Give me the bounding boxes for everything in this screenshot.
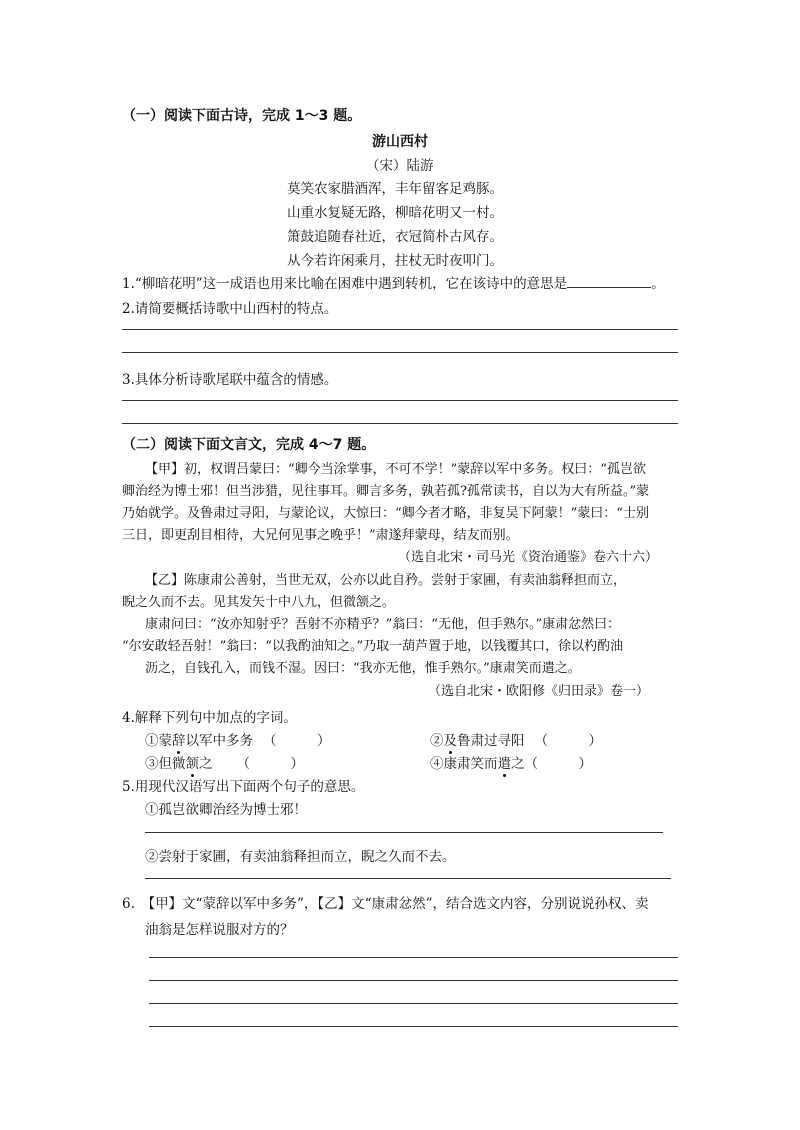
q4-item-post: 之 (199, 756, 213, 772)
dotted-word: 颔 (185, 756, 199, 772)
q4-item-pre: 康肃笑而 (443, 756, 498, 772)
dotted-word: 辞 (172, 733, 186, 749)
answer-paren[interactable]: （ ） (524, 756, 592, 772)
poem-title: 游山西村 (372, 134, 428, 150)
answer-line[interactable] (122, 352, 678, 353)
answer-line[interactable] (122, 329, 678, 330)
q4-item (430, 752, 592, 772)
yi-line: “尔安敢轻吾射！”翁曰：“以我酌油知之。”乃取一葫芦置于地，以钱覆其口，徐以杓酌油 (122, 639, 624, 654)
answer-line[interactable] (149, 1026, 678, 1027)
poem-line: 箫鼓追随春社近，衣冠简朴古风存。 (287, 229, 503, 245)
q4-item-num: ① (145, 733, 159, 749)
question-5: 5.用现代汉语写出下面两个句子的意思。 (122, 779, 365, 795)
q4-item-post: 之 (511, 756, 525, 772)
q4-item (145, 752, 304, 772)
yi-line: 沥之，自钱孔入，而钱不湿。因曰：“我亦无他，惟手熟尔。”康肃笑而遣之。 (145, 661, 581, 676)
question-5-sentence-1: ①孤岂欲卿治经为博士邪！ (145, 802, 307, 818)
section1-heading: （一）阅读下面古诗，完成 1～3 题。 (122, 108, 362, 124)
q4-item (145, 729, 331, 749)
answer-line[interactable] (122, 400, 678, 401)
q4-item-num: ② (430, 733, 444, 749)
answer-blank[interactable] (567, 273, 651, 288)
question-1-end: 。 (651, 276, 665, 292)
question-6-line-2: 油翁是怎样说服对方的？ (145, 922, 294, 938)
q4-item-pre: 但微 (158, 756, 186, 772)
jia-line: 三日，即更刮目相待，大兄何见事之晚乎！”肃遂拜蒙母，结友而别。 (122, 528, 519, 543)
q4-item (430, 729, 602, 749)
answer-line[interactable] (149, 980, 678, 981)
dotted-word: 及 (443, 733, 457, 749)
answer-line[interactable] (149, 957, 678, 958)
answer-paren[interactable]: （ ） (236, 756, 304, 772)
jia-line: 乃始就学。及鲁肃过寻阳，与蒙论议，大惊曰：“卿今者才略，非复吴下阿蒙！”蒙曰：“士别 (122, 506, 649, 521)
yi-line: 康肃问曰：“汝亦知射乎？吾射不亦精乎？”翁曰：“无他，但手熟尔。”康肃忿然曰： (145, 617, 621, 632)
yi-line: 【乙】陈康肃公善射，当世无双，公亦以此自矜。尝射于家圃，有卖油翁释担而立， (145, 573, 627, 588)
section2-heading: （二）阅读下面文言文，完成 4～7 题。 (122, 437, 376, 453)
question-3: 3.具体分析诗歌尾联中蕴含的情感。 (122, 372, 338, 388)
question-6-line-1: 6. 【甲】文“蒙辞以军中多务”，【乙】文“康肃忿然”，结合选文内容，分别说说孙权、卖 (122, 896, 649, 912)
q4-item-num: ④ (430, 756, 444, 772)
poem-line: 从今若许闲乘月，拄杖无时夜叩门。 (287, 253, 503, 269)
poem-line: 山重水复疑无路，柳暗花明又一村。 (287, 205, 503, 221)
q4-item-post: 鲁肃过寻阳 (457, 733, 525, 749)
answer-paren[interactable]: （ ） (534, 733, 602, 749)
q4-item-post: 以军中多务 (185, 733, 253, 749)
yi-source: （选自北宋・欧阳修《归田录》卷一） (428, 684, 650, 699)
jia-line: 卿治经为博士邪！但当涉猎，见往事耳。卿言多务，孰若孤?孤常读书，自以为大有所益。”蒙 (122, 484, 650, 499)
jia-line: 【甲】初，权谓吕蒙曰：“卿今当涂掌事，不可不学！”蒙辞以军中多务。权曰：“孤岂欲 (145, 462, 646, 477)
answer-line[interactable] (149, 1003, 678, 1004)
answer-line[interactable] (145, 878, 671, 879)
question-4: 4.解释下列句中加点的字词。 (122, 710, 297, 726)
question-1 (122, 272, 665, 292)
jia-source: （选自北宋・司马光《资治通鉴》卷六十六） (398, 550, 659, 565)
q4-item-num: ③ (145, 756, 159, 772)
answer-line[interactable] (145, 832, 663, 833)
dotted-word: 遣 (497, 756, 511, 772)
answer-paren[interactable]: （ ） (263, 733, 331, 749)
yi-line: 睨之久而不去。见其发矢十中八九，但微颔之。 (122, 595, 396, 610)
poem-author: （宋）陆游 (366, 158, 434, 174)
q4-item-pre: 蒙 (158, 733, 172, 749)
question-5-sentence-2: ②尝射于家圃，有卖油翁释担而立，睨之久而不去。 (145, 849, 456, 865)
poem-line: 莫笑农家腊酒浑，丰年留客足鸡豚。 (287, 181, 503, 197)
question-2: 2.请简要概括诗歌中山西村的特点。 (122, 301, 338, 317)
question-1-text: 1.“柳暗花明”这一成语也用来比喻在困难中遇到转机，它在该诗中的意思是 (122, 276, 568, 292)
answer-line[interactable] (122, 423, 678, 424)
